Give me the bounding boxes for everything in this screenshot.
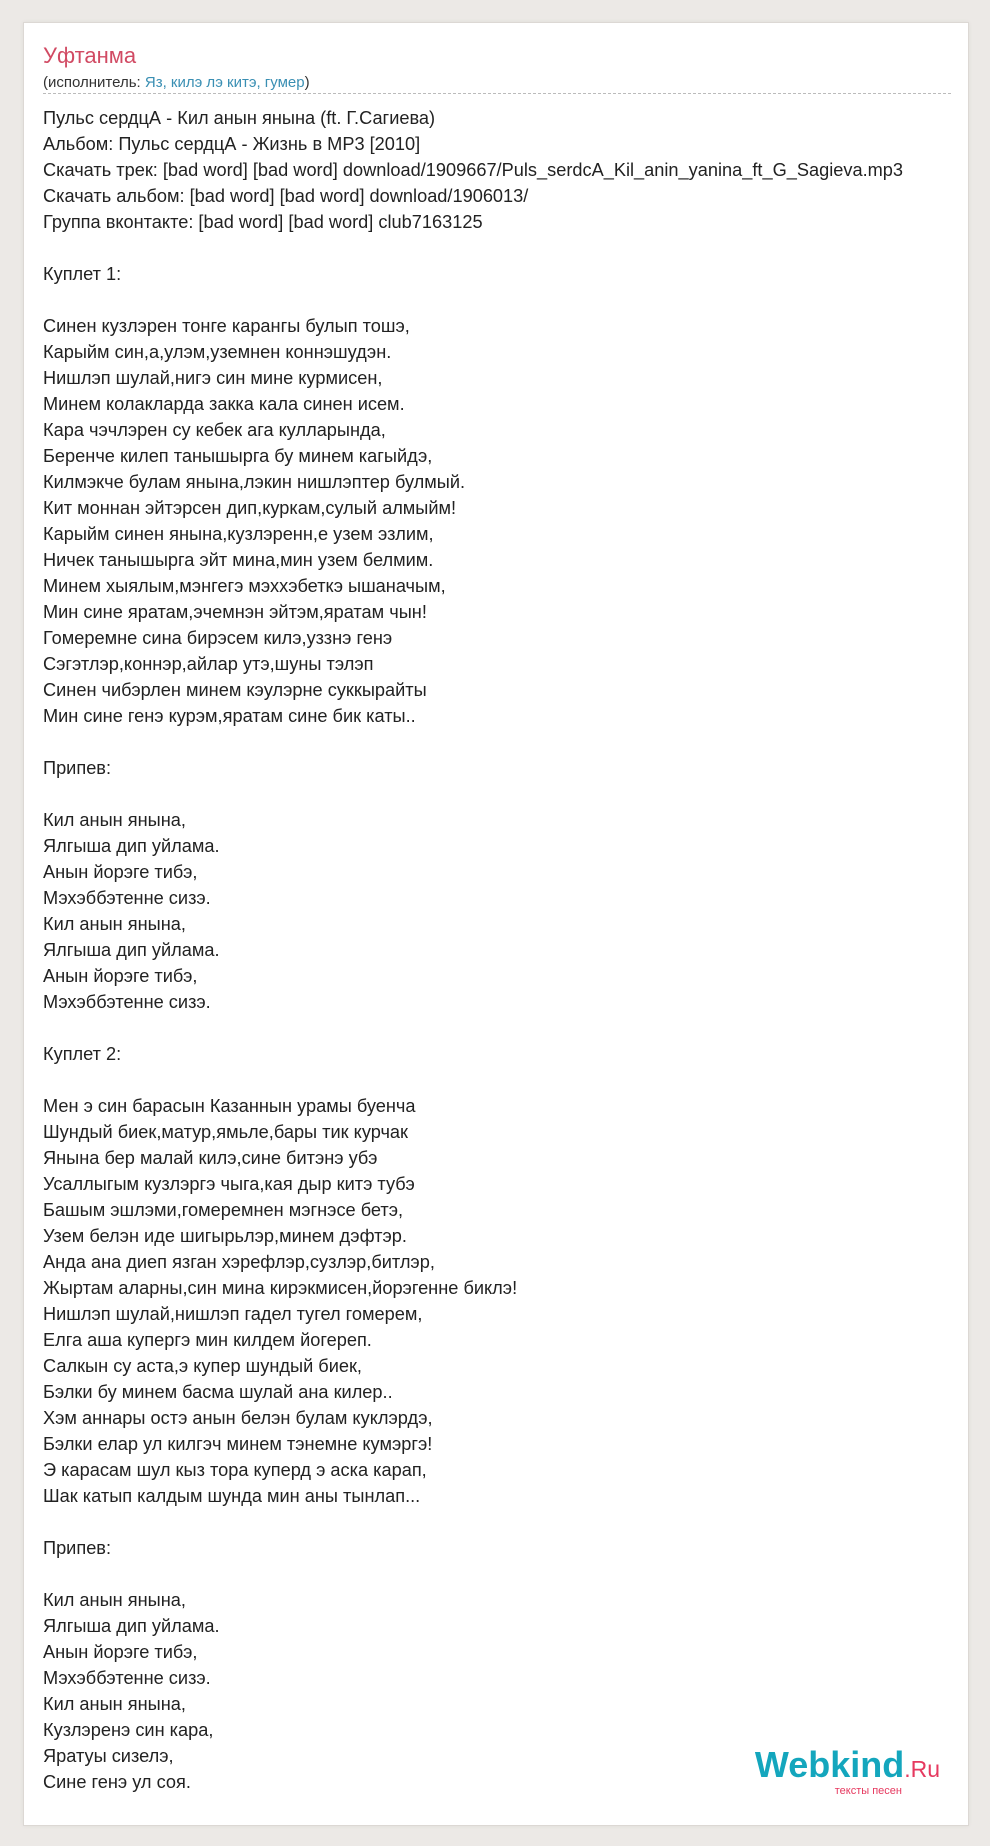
lyric-line: Шак катып калдым шунда мин аны тынлап... [43, 1486, 421, 1506]
content-card [23, 22, 969, 1826]
lyric-line: Ялгыша дип уйлама. [43, 1616, 220, 1636]
byline-suffix: ) [304, 74, 310, 91]
lyrics-text [43, 105, 968, 1795]
logo-name: Webkind [754, 1744, 905, 1785]
lyric-line: Припев: [43, 1538, 112, 1558]
blank-line [43, 1561, 968, 1587]
lyric-line: Кара чэчлэрен су кебек ага кулларында, [43, 420, 386, 440]
lyric-line: Куплет 2: [43, 1044, 122, 1064]
lyric-line: Килмэкче булам янына,лэкин нишлэптер булмый. [43, 472, 466, 492]
lyric-line: Куплет 1: [43, 264, 122, 284]
lyric-line: Альбом: Пульс сердцА - Жизнь в MP3 [2010] [43, 134, 421, 154]
lyric-line: Кузлэренэ син кара, [43, 1720, 214, 1740]
lyric-line: Припев: [43, 758, 112, 778]
song-title: Уфтанма [43, 43, 137, 68]
lyric-line: Мэхэббэтенне сизэ. [43, 992, 211, 1012]
lyric-line: Нишлэп шулай,нигэ син мине курмисен, [43, 368, 383, 388]
blank-line [43, 781, 968, 807]
webkind-logo[interactable] [754, 1744, 940, 1797]
lyric-line: Яратуы сизелэ, [43, 1746, 174, 1766]
lyric-line: Мэхэббэтенне сизэ. [43, 1668, 211, 1688]
lyric-line: Елга аша купергэ мин килдем йогереп. [43, 1330, 372, 1350]
logo-tagline: тексты песен [834, 1785, 902, 1797]
lyric-line: Э карасам шул кыз тора куперд э аска карап, [43, 1460, 427, 1480]
lyric-line: Гомеремне сина бирэсем килэ,уззнэ генэ [43, 628, 393, 648]
lyric-line: Анын йорэге тибэ, [43, 862, 198, 882]
lyric-line: Анын йорэге тибэ, [43, 966, 198, 986]
blank-line [43, 287, 968, 313]
lyric-line: Башым эшлэми,гомеремнен мэгнэсе бетэ, [43, 1200, 404, 1220]
lyric-line: Кил анын янына, [43, 810, 186, 830]
lyric-line: Узем белэн иде шигырьлэр,минем дэфтэр. [43, 1226, 407, 1246]
lyric-line: Жыртам аларны,син мина кирэкмисен,йорэгенне биклэ! [43, 1278, 518, 1298]
lyric-line: Минем хыялым,мэнгегэ мэххэбеткэ ышаначым, [43, 576, 446, 596]
blank-line [43, 1509, 968, 1535]
lyric-line: Ялгыша дип уйлама. [43, 940, 220, 960]
lyric-line: Скачать альбом: [bad word] [bad word] download/1906013/ [43, 186, 529, 206]
lyric-line: Бэлки бу минем басма шулай ана килер.. [43, 1382, 393, 1402]
blank-line [43, 1067, 968, 1093]
artist-byline [43, 74, 310, 91]
lyric-line: Карыйм син,а,улэм,уземнен коннэшудэн. [43, 342, 392, 362]
lyric-line: Мен э син барасын Казаннын урамы буенча [43, 1096, 416, 1116]
lyric-line: Сэгэтлэр,коннэр,айлар утэ,шуны тэлэп [43, 654, 374, 674]
lyric-line: Мин сине генэ курэм,яратам сине бик каты.. [43, 706, 416, 726]
lyric-line: Кил анын янына, [43, 1694, 186, 1714]
lyric-line: Ничек танышырга эйт мина,мин узем белмим. [43, 550, 434, 570]
lyric-line: Усаллыгым кузлэргэ чыга,кая дыр китэ тубэ [43, 1174, 415, 1194]
blank-line [43, 1015, 968, 1041]
lyric-line: Анда ана диеп язган хэрефлэр,сузлэр,битлэр, [43, 1252, 435, 1272]
logo-tld: .Ru [904, 1756, 940, 1782]
lyric-line: Шундый биек,матур,ямьле,бары тик курчак [43, 1122, 408, 1142]
lyric-line: Мэхэббэтенне сизэ. [43, 888, 211, 908]
lyric-line: Сине генэ ул соя. [43, 1772, 191, 1792]
lyric-line: Нишлэп шулай,нишлэп гадел тугел гомерем, [43, 1304, 423, 1324]
lyric-line: Кил анын янына, [43, 914, 186, 934]
byline-prefix: (исполнитель: [43, 74, 145, 91]
lyric-line: Хэм аннары остэ анын белэн булам куклэрдэ, [43, 1408, 433, 1428]
lyric-line: Группа вконтакте: [bad word] [bad word] club7163125 [43, 212, 483, 232]
lyric-line: Салкын су аста,э купер шундый биек, [43, 1356, 362, 1376]
lyric-line: Минем колакларда закка кала синен исем. [43, 394, 405, 414]
lyric-line: Беренче килеп танышырга бу минем кагыйдэ, [43, 446, 433, 466]
lyric-line: Скачать трек: [bad word] [bad word] download/1909667/Puls_serdcA_Kil_anin_yanina_ft_G_Sagieva.mp3 [43, 160, 904, 180]
artist-link[interactable]: Яз, килэ лэ китэ, гумер [144, 74, 305, 91]
lyric-line: Кит моннан эйтэрсен дип,куркам,сулый алмыйм! [43, 498, 457, 518]
blank-line [43, 235, 968, 261]
blank-line [43, 729, 968, 755]
dashed-divider [43, 93, 951, 94]
lyric-line: Карыйм синен янына,кузлэренн,е узем эзлим, [43, 524, 434, 544]
lyric-line: Янына бер малай килэ,сине битэнэ убэ [43, 1148, 378, 1168]
lyric-line: Бэлки елар ул килгэч минем тэнемне кумэргэ! [43, 1434, 433, 1454]
lyric-line: Анын йорэге тибэ, [43, 1642, 198, 1662]
lyric-line: Мин сине яратам,эчемнэн эйтэм,яратам чын! [43, 602, 427, 622]
lyric-line: Синен чибэрлен минем кэулэрне суккырайты [43, 680, 427, 700]
lyric-line: Синен кузлэрен тонге карангы булып тошэ, [43, 316, 410, 336]
lyric-line: Ялгыша дип уйлама. [43, 836, 220, 856]
lyric-line: Пульс сердцА - Кил анын янына (ft. Г.Сагиева) [43, 108, 436, 128]
lyric-line: Кил анын янына, [43, 1590, 186, 1610]
